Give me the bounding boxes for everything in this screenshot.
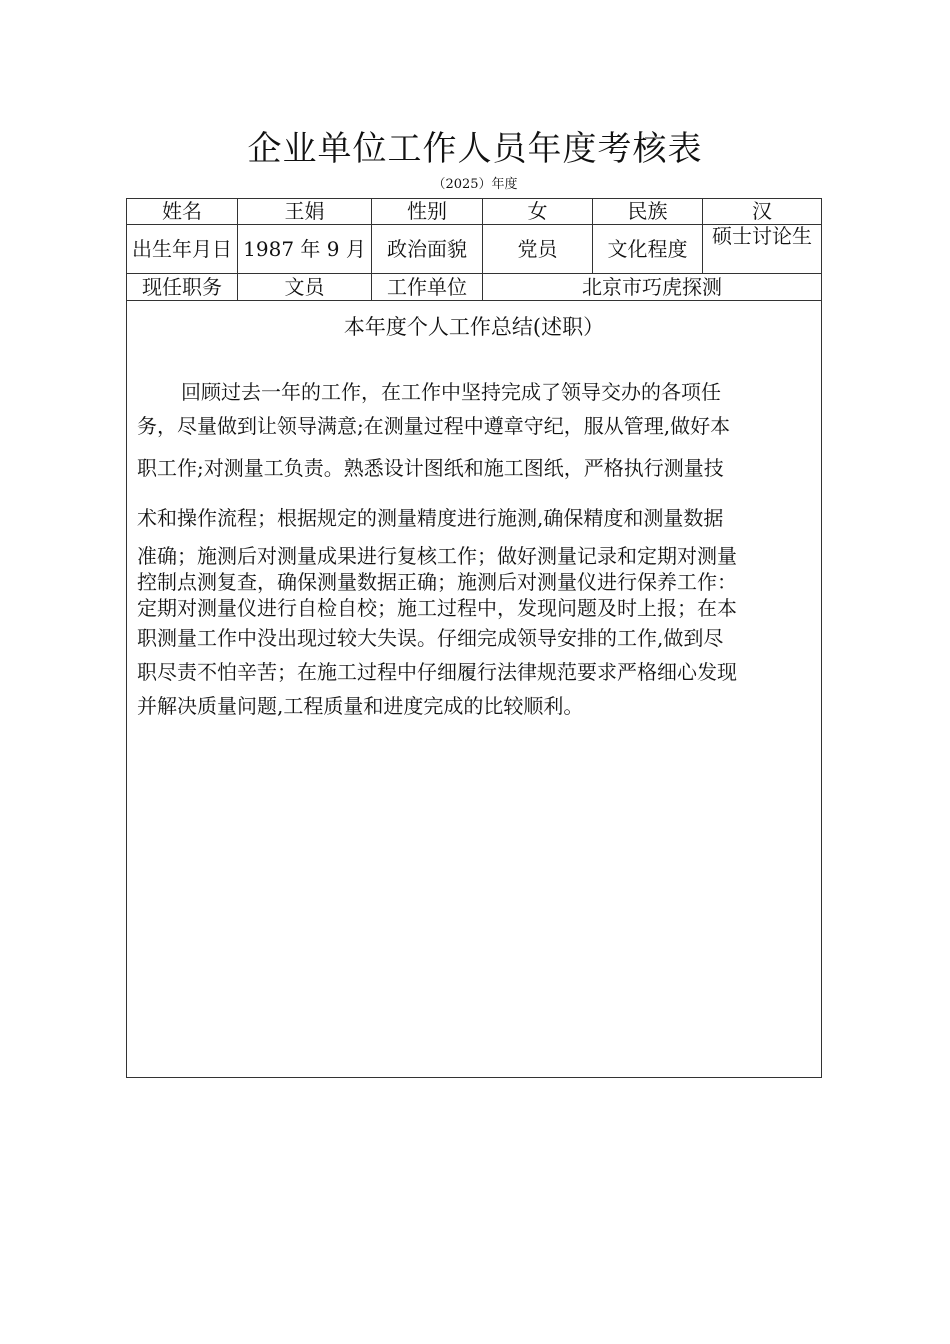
political-value: 党员 xyxy=(483,225,593,274)
summary-line: 职尽责不怕辛苦；在施工过程中仔细履行法律规范要求严格细心发现 xyxy=(137,660,737,684)
summary-line: 控制点测复查，确保测量数据正确；施测后对测量仪进行保养工作： xyxy=(137,570,737,594)
ethnicity-value: 汉 xyxy=(703,199,822,225)
form-row-details xyxy=(127,225,822,274)
summary-line: 职工作;对测量工负责。熟悉设计图纸和施工图纸，严格执行测量技 xyxy=(137,456,724,480)
summary-line: 准确；施测后对测量成果进行复核工作；做好测量记录和定期对测量 xyxy=(137,544,737,568)
summary-line: 并解决质量问题,工程质量和进度完成的比较顺利。 xyxy=(137,694,584,718)
employer-value: 北京市巧虎探测 xyxy=(483,274,822,301)
position-label: 现任职务 xyxy=(127,274,238,301)
year-line: （2025）年度 xyxy=(432,177,518,192)
employer-label: 工作单位 xyxy=(372,274,483,301)
summary-line: 职测量工作中没出现过较大失误。仔细完成领导安排的工作,做到尽 xyxy=(137,626,724,650)
gender-value: 女 xyxy=(483,199,593,225)
gender-label: 性别 xyxy=(372,199,483,225)
education-label: 文化程度 xyxy=(593,225,703,274)
political-label: 政治面貌 xyxy=(372,225,483,274)
summary-line: 回顾过去一年的工作，在工作中坚持完成了领导交办的各项任 xyxy=(181,380,721,404)
form-row-position xyxy=(127,274,822,301)
assessment-form xyxy=(126,198,822,1078)
birth-label: 出生年月日 xyxy=(127,225,238,274)
form-row-basic xyxy=(127,199,822,225)
name-label: 姓名 xyxy=(127,199,238,225)
position-value: 文员 xyxy=(238,274,372,301)
summary-body xyxy=(137,375,809,723)
document-title: 企业单位工作人员年度考核表 xyxy=(247,129,703,169)
birth-value: 1987 年 9 月 xyxy=(238,225,372,274)
name-value: 王娟 xyxy=(238,199,372,225)
education-value: 硕士讨论生 xyxy=(703,225,822,274)
summary-line: 术和操作流程；根据规定的测量精度进行施测,确保精度和测量数据 xyxy=(137,506,724,530)
summary-heading: 本年度个人工作总结(述职） xyxy=(343,315,605,339)
summary-line: 定期对测量仪进行自检自校；施工过程中，发现问题及时上报；在本 xyxy=(137,596,737,620)
form-row-summary xyxy=(127,301,822,1078)
ethnicity-label: 民族 xyxy=(593,199,703,225)
summary-line: 务，尽量做到让领导满意;在测量过程中遵章守纪，服从管理,做好本 xyxy=(137,414,731,438)
summary-cell xyxy=(127,301,822,1078)
